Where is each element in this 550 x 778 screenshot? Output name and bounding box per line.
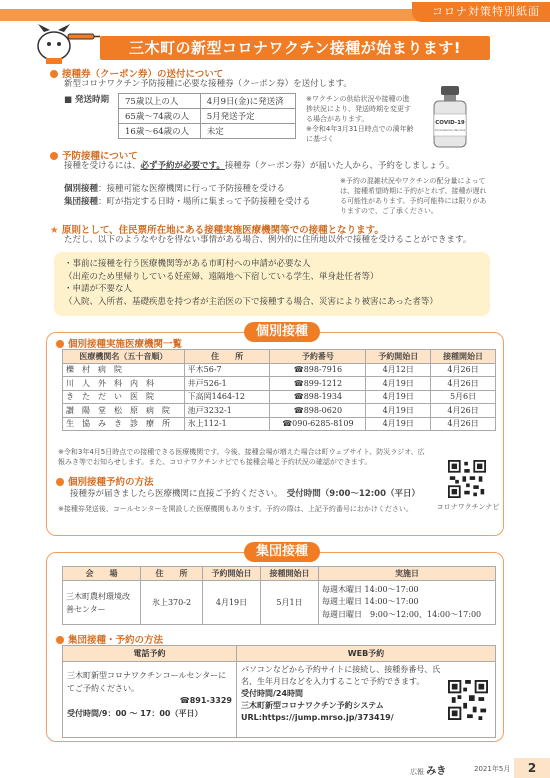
cell: 4月26日 <box>431 363 496 377</box>
cell: 4月26日 <box>431 377 496 391</box>
web-time: 受付時間/24時間 <box>241 689 304 698</box>
institution-table <box>62 349 496 431</box>
schedule-label: ■ 発送時期 <box>64 95 109 105</box>
footer-brand: 広報 みき <box>410 766 447 777</box>
table-header-row <box>63 350 496 364</box>
resv-start-cell: 4月19日 <box>203 581 261 625</box>
list-item: （入院、入所者、基礎疾患を持つ者が主治医の下で接種する場合、災害により被害にあった者等） <box>64 296 438 307</box>
bullet-icon <box>50 152 58 160</box>
col-header: 予約開始日 <box>203 567 261 581</box>
page-title: 三木町の新型コロナワクチン接種が始まります! <box>100 36 490 60</box>
col-header: 住 所 <box>184 350 270 364</box>
cell: 氷上112-1 <box>184 417 270 431</box>
when-cell: 未定 <box>200 124 295 139</box>
individual-how-heading: 個別接種予約の方法 <box>56 474 154 488</box>
bullet-icon <box>56 478 64 486</box>
mass-badge: 集団接種 <box>244 542 320 562</box>
qr-caption: コロナワクチンナビ <box>436 503 500 511</box>
phone-text: 三木町新型コロナワクチンコールセンターにてご予約ください。 <box>67 671 227 693</box>
col-header: 実施日 <box>319 567 496 581</box>
vial-sub: Coronavirus Vaccine <box>434 128 466 132</box>
col-header: 接種開始日 <box>261 567 319 581</box>
cell: 4月19日 <box>366 417 431 431</box>
cell: 4月26日 <box>431 404 496 418</box>
footer-date: 2021年5月 <box>474 765 511 773</box>
cell: 池戸3232-1 <box>184 404 270 418</box>
coupon-heading: 接種券（クーポン券）の送付について <box>50 66 223 80</box>
institution-list-heading: 個別接種実施医療機関一覧 <box>56 336 182 350</box>
cell: 下高岡1464-12 <box>184 390 270 404</box>
mass-def: 集団接種：町が指定する日時・場所に集まって予防接種を受ける <box>64 197 311 207</box>
col-header: 予約開始日 <box>366 350 431 364</box>
individual-how-text: 接種券が届きましたら医療機関に直接ご予約ください。 受付時間（9:00～12:00（平日） <box>70 489 420 499</box>
individual-badge: 個別接種 <box>244 322 320 342</box>
web-text: パソコンなどから予約サイトに接続し、接種券番号、氏名、生年月日などを入力することで予約できます。 <box>241 665 441 686</box>
star-icon: ★ <box>50 225 62 236</box>
col-header: 医療機関名（五十音順） <box>63 350 185 364</box>
mass-table <box>62 566 496 625</box>
age-cell: 75歳以上の人 <box>119 94 201 109</box>
web-header: WEB予約 <box>237 646 496 662</box>
cell: 5月6日 <box>431 390 496 404</box>
cell: 生 協 み き 診 療 所 <box>63 417 185 431</box>
web-system: 三木町新型コロナワクチン予約システム <box>241 701 384 710</box>
col-header: 住 所 <box>141 567 203 581</box>
phone-time: 受付時間/9：00 ～ 17：00（平日） <box>67 708 203 718</box>
phone-cell: ☎898-7916 <box>270 363 366 377</box>
phone-cell: ☎899-1212 <box>270 377 366 391</box>
method-heading: 予防接種について <box>50 148 138 162</box>
bullet-icon <box>56 636 64 644</box>
cell: 川 人 外 科 内 科 <box>63 377 185 391</box>
col-header: 会 場 <box>63 567 141 581</box>
cell: 4月12日 <box>366 363 431 377</box>
cell: 井戸526-1 <box>184 377 270 391</box>
day-item: 毎週木曜日 14:00～17:00 <box>322 584 419 594</box>
age-cell: 16歳～64歳の人 <box>119 124 201 139</box>
table-row <box>119 124 296 139</box>
cell: 4月19日 <box>366 377 431 391</box>
col-header: 予約番号 <box>270 350 366 364</box>
days-cell <box>319 581 496 625</box>
list-item: ・事前に接種を行う医療機関等がある市町村への申請が必要な人 <box>64 259 311 269</box>
list-item: ・申請が不要な人 <box>64 284 133 294</box>
table-header-row <box>63 567 496 581</box>
phone-number: ☎891-3329 <box>179 696 232 705</box>
table-row <box>63 377 496 391</box>
day-item: 毎週日曜日 9:00～12:00、14:00～17:00 <box>322 609 482 619</box>
bullet-icon <box>50 70 58 78</box>
reservation-table <box>62 645 496 738</box>
coupon-desc: 新型コロナワクチン予防接種に必要な接種券（クーポン券）を送付します。 <box>64 79 352 89</box>
institution-note: ※令和3年4月5日時点での接種できる医療機関です。今後、接種会場が増えた場合は町ウェブサイト、防災ラジオ、広報みき等でお知らせします。また、コロナワクチンナビでも接種会場と予約状況の確認ができます。 <box>58 448 425 466</box>
individual-def: 個別接種：接種可能な医療機関に行って予防接種を受ける <box>64 184 286 194</box>
table-row <box>63 404 496 418</box>
age-cell: 65歳～74歳の人 <box>119 109 201 124</box>
page-number: 2 <box>514 758 550 778</box>
phone-header: 電話予約 <box>63 646 237 662</box>
age-note: ※令和4年3月31日時点での満年齢に基づく <box>306 125 414 143</box>
vial-label: COVID-19 <box>435 120 465 126</box>
schedule-table <box>118 93 296 139</box>
table-row <box>63 662 496 738</box>
exception-box <box>54 252 490 316</box>
table-header-row <box>63 646 496 662</box>
principle-heading: ★ 原則として、住民票所在地にある接種実施医療機関等での接種となります。 <box>50 225 384 236</box>
when-cell: 4月9日(金)に発送済 <box>200 94 295 109</box>
web-url[interactable]: URL:https://jump.mrso.jp/373419/ <box>241 713 394 722</box>
table-row <box>63 390 496 404</box>
col-header: 接種開始日 <box>431 350 496 364</box>
phone-cell: ☎898-1934 <box>270 390 366 404</box>
phone-cell: ☎090-6285-8109 <box>270 417 366 431</box>
cell: き た だ い 医 院 <box>63 390 185 404</box>
supply-note: ※予約の混雑状況やワクチンの配分量によっては、接種希望時期に予約がとれず、接種が遅れる可能性があります。予約可能枠には限りがありますので、ご了承ください。 <box>340 177 487 215</box>
cell: 4月19日 <box>366 404 431 418</box>
table-row <box>63 363 496 377</box>
table-row <box>63 581 496 625</box>
schedule-note: ※ワクチンの供給状況や接種の進捗状況により、発送時期を変更する場合があります。 <box>306 95 411 123</box>
address-cell: 氷上370-2 <box>141 581 203 625</box>
bullet-icon <box>56 340 64 348</box>
qr-code-icon[interactable] <box>448 460 486 498</box>
table-row <box>119 109 296 124</box>
cell: 讃 陽 堂 松 原 病 院 <box>63 404 185 418</box>
when-cell: 5月発送予定 <box>200 109 295 124</box>
cell: 櫟 村 病 院 <box>63 363 185 377</box>
vac-start-cell: 5月1日 <box>261 581 319 625</box>
special-issue-tab: コロナ対策特別紙面 <box>412 2 550 22</box>
individual-how-note: ※接種券発送後、コールセンターを開設した医療機関もあります。予約の際は、上記予約番号におかけください。 <box>58 505 413 513</box>
list-item: （出産のため里帰りしている妊産婦、遠隔地へ下宿している学生、単身赴任者等） <box>64 271 379 282</box>
cell: 4月19日 <box>366 390 431 404</box>
method-line: 接種を受けるには、必ず予約が必要です。接種券（クーポン券）が届いた人から、予約をしましょう。 <box>64 161 455 171</box>
cell: 4月26日 <box>431 417 496 431</box>
vaccine-vial-icon <box>428 84 472 150</box>
cell: 平木56-7 <box>184 363 270 377</box>
phone-cell <box>63 662 237 738</box>
table-row <box>63 417 496 431</box>
table-row <box>119 94 296 109</box>
phone-cell: ☎898-0620 <box>270 404 366 418</box>
mascot-icon <box>30 20 102 66</box>
principle-text: ただし、以下のようなやむを得ない事情がある場合、例外的に住所地以外で接種を受けることができます。 <box>64 235 472 245</box>
qr-code-icon[interactable] <box>448 680 488 720</box>
day-item: 毎週土曜日 14:00～17:00 <box>322 597 419 607</box>
venue-cell: 三木町農村環境改善センター <box>63 581 141 625</box>
mass-how-heading: 集団接種・予約の方法 <box>56 632 163 646</box>
